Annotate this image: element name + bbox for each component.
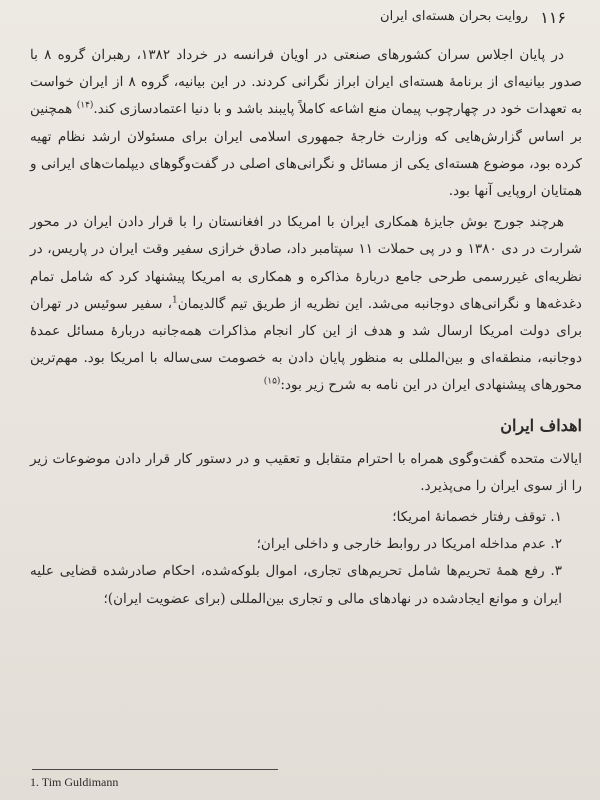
body-text	[30, 42, 582, 613]
paragraph-1	[30, 42, 582, 205]
paragraph-2	[30, 209, 582, 399]
paragraph-2-text: هرچند جورج بوش جایزهٔ همکاری ایران با امریکا در افغانستان را با قرار دادن ایران در محور شرارت در دی ۱۳۸۰ و در پی حملات ۱۱ سپتامبر داد، صادق خرازی سفیر وقت ایران در پاریس، در نظریه‌ای غیررسمی طرحی جامع دربارهٔ مذاکره و همکاری به امریکا پیشنهاد کرد که شامل تمام دغدغه‌ها و نگرانی‌های دوجانبه می‌شد. این نظریه از طریق تیم گالدیمان	[30, 214, 582, 312]
citation-ref: (۱۴)	[76, 100, 94, 111]
running-title: روایت بحران هسته‌ای ایران	[380, 9, 528, 24]
list-item: ۱. توقف رفتار خصمانهٔ امریکا؛	[392, 509, 562, 526]
section-intro: ایالات متحده گفت‌وگوی همراه با احترام متقابل و تعقیب و در دستور کار قرار دادن موضوعات زیر را از سوی ایران را می‌پذیرد.	[30, 450, 582, 494]
footnote-marker: 1	[172, 295, 178, 306]
footnote-divider	[32, 769, 278, 770]
citation-ref: (۱۵)	[263, 376, 281, 387]
list-item: ۳. رفع همهٔ تحریم‌ها شامل تحریم‌های تجاری، اموال بلوکه‌شده، احکام صادرشده قضایی علیه ایران و موانع ایجادشده در نهادهای مالی و تجاری بین‌المللی (برای عضویت ایران)؛	[30, 563, 562, 607]
page-header	[0, 6, 600, 32]
section-heading: اهداف ایران	[500, 415, 582, 435]
footnote: 1. Tim Guldimann	[30, 775, 119, 789]
paragraph-1-continued: همچنین بر اساس گزارش‌هایی که وزارت خارجهٔ جمهوری اسلامی ایران برای مسئولان ارشد نظام تهیه کرده بود، موضوع هسته‌ای یکی از مسائل و نگرانی‌های اصلی در گفت‌وگوهای دیپلمات‌های ایرانی و همتایان اروپایی آنها بود.	[30, 101, 582, 200]
paragraph-2-continued: ، سفیر سوئیس در تهران برای دولت امریکا ارسال شد و هدف از این کار انجام مذاکرات همه‌جانبه دربارهٔ مسائل عمدهٔ دوجانبه، منطقه‌ای و بین‌المللی به منظور پایان دادن به خصومت سی‌ساله با امریکا بود. مهم‌ترین محورهای پیشنهادی ایران در این نامه به شرح زیر بود:	[30, 295, 582, 394]
page-number: ۱۱۶	[540, 8, 566, 27]
paragraph-1-text: در پایان اجلاس سران کشورهای صنعتی در اویان فرانسه در خرداد ۱۳۸۲، رهبران گروه ۸ با صدور بیانیه‌ای از برنامهٔ هسته‌ای ایران ابراز نگرانی کردند. در این بیانیه، گروه ۸ از ایران خواست به تعهدات خود در چهارچوب پیمان منع اشاعه کاملاً پایبند باشد و با دنیا اعتمادسازی کند.	[30, 47, 582, 118]
list-item: ۲. عدم مداخله امریکا در روابط خارجی و داخلی ایران؛	[256, 536, 562, 553]
